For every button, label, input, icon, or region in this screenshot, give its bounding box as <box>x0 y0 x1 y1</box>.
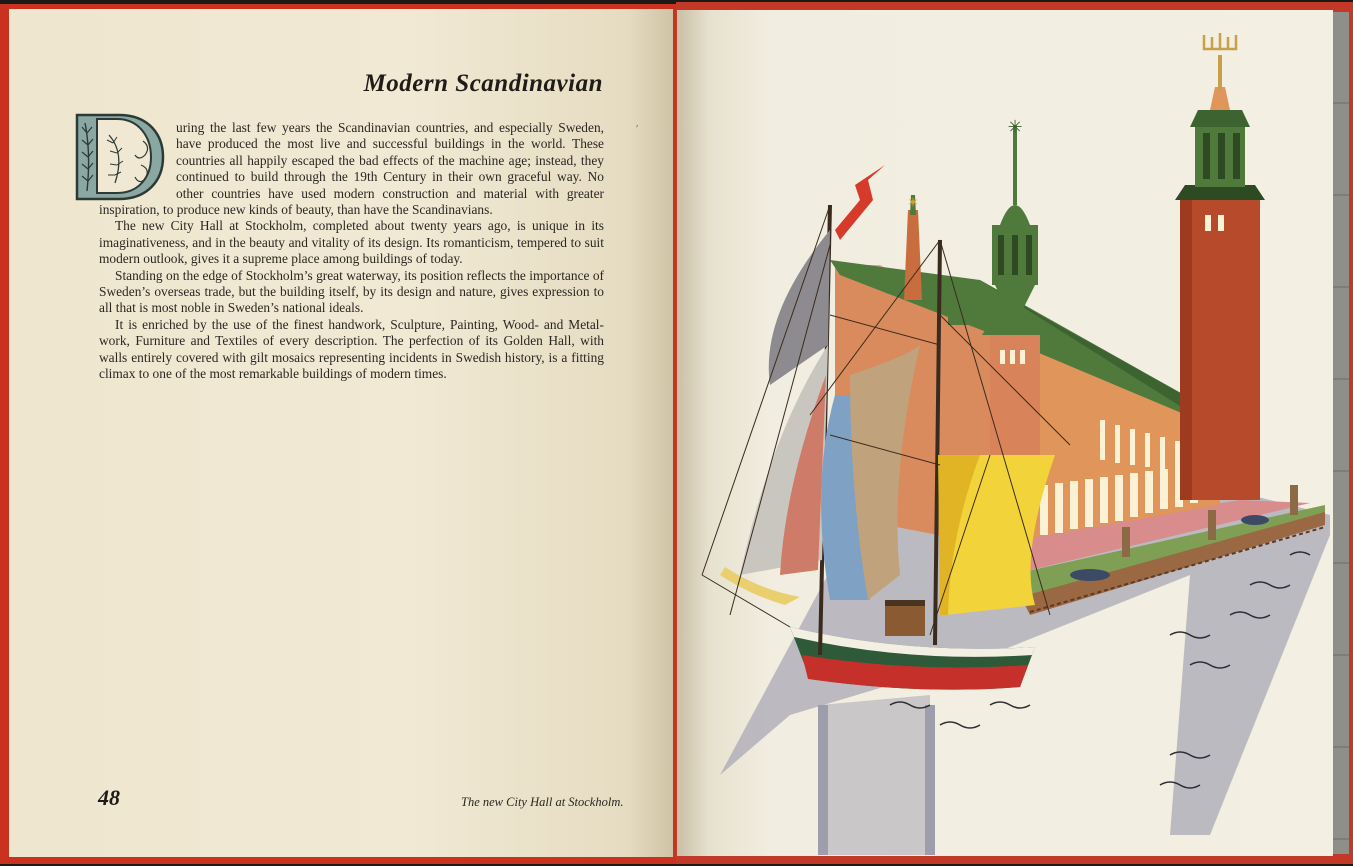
paragraph-1 <box>99 120 604 218</box>
svg-text:✳: ✳ <box>1007 117 1023 137</box>
article-body <box>99 120 604 383</box>
page-number: 48 <box>98 785 120 810</box>
paragraph-3: Standing on the edge of Stockholm’s great waterway, its position reflects the importance of Sweden’s overseas trade, but the building itself, by its design and nature, gives expression to all that is most noble in Sweden’s national ideals. <box>99 267 604 316</box>
paragraph-1-text: uring the last few years the Scandinavian countries, and especially Sweden, have produced the most live and successful buildings in the world. These countries all happily escaped the bad effects of the machine age; instead, they continued to build through the 19th Century in their own graceful way. No other countries have used modern construction and material with greater inspiration, to produce new kinds of beauty, than have the Scandinavians. <box>99 120 604 218</box>
page-title: Modern Scandinavian <box>363 70 603 97</box>
paper-speck: ′ <box>636 123 639 135</box>
page-edge-strip <box>1333 12 1349 854</box>
svg-text:✶: ✶ <box>907 196 919 211</box>
illustration-caption: The new City Hall at Stockholm. <box>461 795 624 809</box>
paragraph-4: It is enriched by the use of the finest handwork, Sculpture, Painting, Wood- and Metal-work, Furniture and Textiles of every description. The perfection of its Golden Hall, with walls entirely covered with gilt mosaics representing incidents in Swedish history, is a fitting climax to one of the most remarkable buildings of modern times. <box>99 316 604 382</box>
city-hall-illustration <box>690 15 1330 855</box>
paragraph-2: The new City Hall at Stockholm, completed about twenty years ago, is unique in its imaginativeness, and in the beauty and vitality of its design. Its romanticism, tempered to suit modern outlook, gives it a supreme place among buildings of today. <box>99 218 604 267</box>
